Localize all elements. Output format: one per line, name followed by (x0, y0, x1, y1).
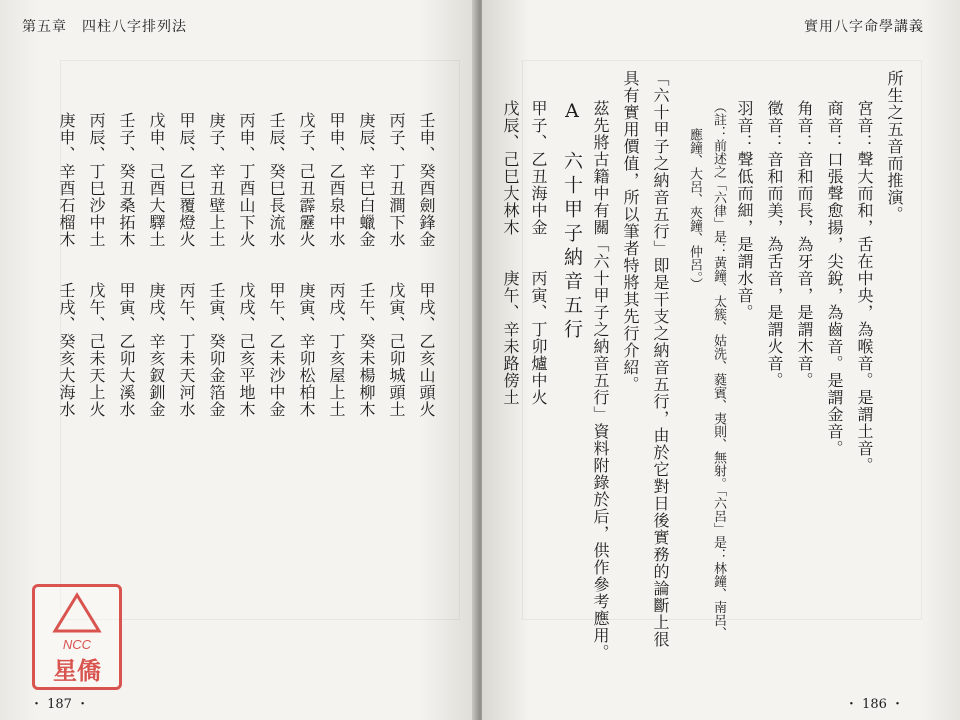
left-page-number: ・ 187 ・ (30, 697, 90, 712)
body-text-column: 茲先將古籍中有關「六十甲子之納音五行」資料附錄於后，供作參考應用。 (591, 100, 610, 661)
nayin-column: 甲申、乙酉泉中水 丙戌、丁亥屋上土 (327, 112, 346, 418)
note-column: 應鐘、大呂、夾鐘、仲呂。） (687, 128, 702, 291)
ncc-stamp-logo (32, 584, 122, 690)
section-heading: A 六十甲子納音五行 (561, 100, 583, 343)
nayin-column: 庚子、辛丑壁上土 壬寅、癸卯金箔金 (207, 112, 226, 418)
nayin-column: 丙申、丁酉山下火 戊戌、己亥平地木 (237, 112, 256, 418)
nayin-column: 壬辰、癸巳長流水 甲午、乙未沙中金 (267, 112, 286, 418)
nayin-column: 戊子、己丑霹靂火 庚寅、辛卯松柏木 (297, 112, 316, 418)
body-text-column: 角音：音和而長，為牙音，是謂木音。 (795, 100, 814, 389)
body-text-column: 商音：口張聲愈揚，尖銳，為齒音。是謂金音。 (825, 100, 844, 457)
nayin-column: 庚申、辛酉石榴木 壬戌、癸亥大海水 (57, 112, 76, 418)
body-text-column: 具有實用價值，所以筆者特將其先行介紹。 (621, 70, 640, 393)
stamp-text-top: NCC (62, 637, 92, 652)
right-running-header: 實用八字命學講義 (804, 19, 924, 35)
nayin-column: 甲子、乙丑海中金 丙寅、丁卯爐中火 (529, 100, 548, 406)
nayin-column: 壬申、癸酉劍鋒金 甲戌、乙亥山頭火 (417, 112, 436, 418)
nayin-column: 壬子、癸丑桑拓木 甲寅、乙卯大溪水 (117, 112, 136, 418)
nayin-column: 戊申、己酉大驛土 庚戌、辛亥釵釧金 (147, 112, 166, 418)
body-text-column: 宮音：聲大而和，舌在中央，為喉音。是謂土音。 (855, 100, 874, 474)
nayin-column: 戊辰、己巳大林木 庚午、辛未路傍土 (501, 100, 520, 406)
note-column: （註：前述之「六律」是：黃鐘、太簇、姑洗、蕤賓、夷則、無射。「六呂」是：林鐘、南呂、 (711, 100, 726, 640)
body-text-column: 羽音：聲低而細，是謂水音。 (735, 100, 754, 321)
nayin-column: 甲辰、乙巳覆燈火 丙午、丁未天河水 (177, 112, 196, 418)
stamp-text-bottom: 星僑 (53, 656, 101, 685)
right-page-number: ・ 186 ・ (844, 697, 904, 712)
left-running-header: 第五章 四柱八字排列法 (22, 19, 187, 35)
nayin-column: 丙辰、丁巳沙中土 戊午、己未天上火 (87, 112, 106, 418)
body-text-column: 「六十甲子之納音五行」即是干支之納音五行，由於它對日後實務的論斷上很 (651, 70, 670, 648)
body-text-column: 徵音：音和而美，為舌音，是謂火音。 (765, 100, 784, 389)
nayin-column: 庚辰、辛巳白蠟金 壬午、癸未楊柳木 (357, 112, 376, 418)
left-page (0, 0, 478, 720)
nayin-column: 丙子、丁丑澗下水 戊寅、己卯城頭土 (387, 112, 406, 418)
body-text-column: 所生之五音而推演。 (885, 70, 904, 223)
right-page (482, 0, 960, 720)
